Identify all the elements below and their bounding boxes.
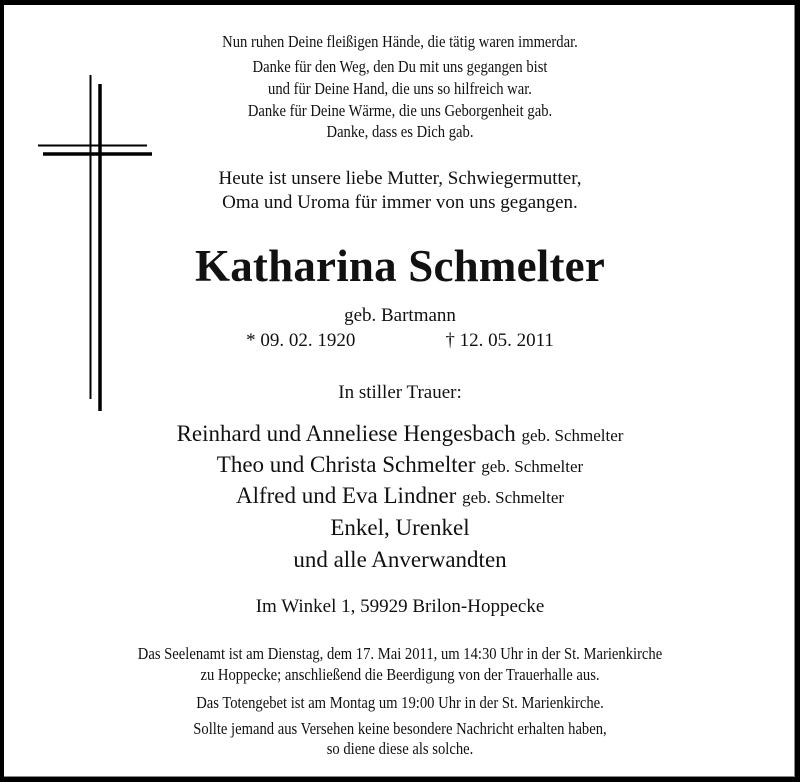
family-note: geb. Schmelter — [521, 426, 624, 445]
announcement-line-2: Oma und Uroma für immer von uns gegangen. — [222, 192, 578, 213]
family-name: Reinhard und Anneliese Hengesbach — [176, 421, 516, 446]
family-name: Alfred und Eva Lindner — [235, 483, 457, 508]
poem-line-5: Danke, dass es Dich gab. — [326, 122, 474, 141]
announcement-line-1: Heute ist unsere liebe Mutter, Schwiegermutter, — [218, 168, 582, 189]
deceased-name: Katharina Schmelter — [195, 241, 605, 291]
requiem-line-2: zu Hoppecke; anschließend die Beerdigung von der Trauerhalle aus. — [200, 665, 600, 684]
death-date: † 12. 05. 2011 — [445, 330, 554, 351]
maiden-name: geb. Bartmann — [344, 305, 456, 326]
family-note: geb. Schmelter — [462, 488, 565, 507]
family-line-3 — [0, 484, 800, 507]
notice-line-2: so diene diese als solche. — [326, 739, 474, 758]
family-name: Theo und Christa Schmelter — [216, 452, 476, 477]
prayer-line: Das Totengebet ist am Montag um 19:00 Uhr in der St. Marienkirche. — [196, 693, 604, 712]
family-line-2 — [0, 453, 800, 476]
birth-date: * 09. 02. 1920 — [246, 330, 356, 351]
notice-line-1: Sollte jemand aus Versehen keine besondere Nachricht erhalten haben, — [193, 719, 607, 738]
grandchildren-line: Enkel, Urenkel — [330, 515, 470, 540]
family-note: geb. Schmelter — [481, 457, 584, 476]
poem-line-4: Danke für Deine Wärme, die uns Geborgenheit gab. — [247, 101, 553, 120]
address: Im Winkel 1, 59929 Brilon-Hoppecke — [255, 596, 545, 617]
requiem-line-1: Das Seelenamt ist am Dienstag, dem 17. Mai 2011, um 14:30 Uhr in der St. Marienkirche — [137, 644, 663, 663]
poem-line-3: und für Deine Hand, die uns so hilfreich war. — [268, 79, 532, 98]
poem-line-2: Danke für den Weg, den Du mit uns gegangen bist — [252, 57, 548, 76]
poem-line-1: Nun ruhen Deine fleißigen Hände, die tätig waren immerdar. — [222, 32, 578, 51]
family-line-1 — [0, 422, 800, 445]
life-dates — [0, 331, 800, 350]
relatives-line: und alle Anverwandten — [293, 547, 507, 572]
mourners-heading: In stiller Trauer: — [338, 382, 462, 403]
